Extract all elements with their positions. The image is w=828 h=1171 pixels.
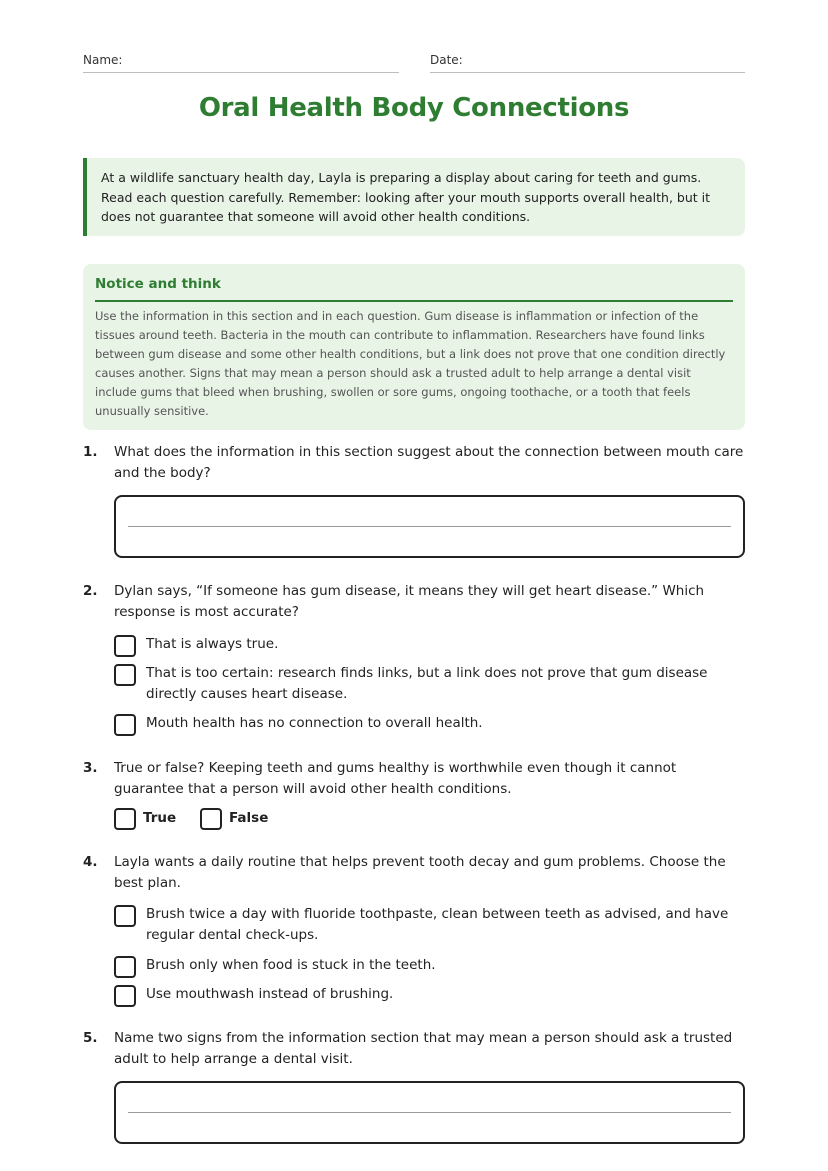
answer-box-1[interactable] — [114, 495, 745, 558]
name-field[interactable] — [83, 52, 399, 73]
question-3 — [83, 758, 745, 800]
question-1 — [83, 442, 745, 484]
page-title: Oral Health Body Connections — [198, 93, 630, 123]
date-label: Date: — [430, 53, 463, 67]
q2-option-1[interactable] — [114, 634, 745, 655]
option-label: Brush only when food is stuck in the teeth. — [146, 957, 436, 973]
q4-option-3[interactable] — [114, 984, 745, 1005]
q2-option-2[interactable] — [114, 663, 745, 705]
checkbox[interactable] — [200, 808, 222, 830]
date-field[interactable] — [430, 52, 745, 73]
question-text: True or false? Keeping teeth and gums healthy is worthwhile even though it cannot guarantee that a person will avoid other health conditions. — [114, 760, 677, 797]
answer-box-5[interactable] — [114, 1081, 745, 1144]
q3-option-true[interactable] — [114, 808, 176, 829]
student-info-row — [83, 52, 745, 74]
question-2 — [83, 581, 745, 623]
option-label: Mouth health has no connection to overall health. — [146, 715, 483, 731]
answer-line — [128, 526, 731, 527]
intro-callout: At a wildlife sanctuary health day, Layla is preparing a display about caring for teeth and gums. Read each question carefully. Remember: looking after your mouth supports overall health, but it does not guarantee that someone will avoid other health conditions. — [83, 158, 745, 236]
checkbox[interactable] — [114, 714, 136, 736]
notice-title: Notice and think — [95, 274, 733, 302]
checkbox[interactable] — [114, 808, 136, 830]
question-5 — [83, 1028, 745, 1070]
question-4 — [83, 852, 745, 894]
checkbox[interactable] — [114, 985, 136, 1007]
q4-option-2[interactable] — [114, 955, 745, 976]
q3-option-false[interactable] — [200, 808, 268, 829]
question-number: 1. — [83, 444, 98, 460]
checkbox[interactable] — [114, 635, 136, 657]
name-label: Name: — [83, 53, 123, 67]
question-number: 2. — [83, 583, 98, 599]
option-label: That is too certain: research finds links, but a link does not prove that gum disease directly causes heart disease. — [146, 665, 708, 702]
question-number: 4. — [83, 854, 98, 870]
notice-body: Use the information in this section and in each question. Gum disease is inflammation or infection of the tissues around teeth. Bacteria in the mouth can contribute to inflammation. Researchers have found links between gum disease and some other health conditions, but a link does not prove that one condition directly causes another. Signs that may mean a person should ask a trusted adult to help arrange a dental visit include gums that bleed when brushing, swollen or sore gums, ongoing toothache, or a tooth that feels unusually sensitive. — [95, 309, 726, 418]
option-label: False — [229, 810, 269, 826]
question-text: Layla wants a daily routine that helps prevent tooth decay and gum problems. Choose the best plan. — [114, 854, 726, 891]
notice-panel — [83, 264, 745, 430]
checkbox[interactable] — [114, 905, 136, 927]
option-label: Use mouthwash instead of brushing. — [146, 986, 394, 1002]
q2-option-3[interactable] — [114, 713, 745, 734]
option-label: Brush twice a day with fluoride toothpaste, clean between teeth as advised, and have regular dental check-ups. — [146, 906, 729, 943]
question-text: What does the information in this section suggest about the connection between mouth care and the body? — [114, 444, 744, 481]
question-number: 3. — [83, 760, 98, 776]
option-label: That is always true. — [146, 636, 279, 652]
option-label: True — [143, 810, 177, 826]
answer-line — [128, 1112, 731, 1113]
question-text: Dylan says, “If someone has gum disease, it means they will get heart disease.” Which response is most accurate? — [114, 583, 705, 620]
question-text: Name two signs from the information section that may mean a person should ask a trusted adult to help arrange a dental visit. — [114, 1030, 733, 1067]
question-number: 5. — [83, 1030, 98, 1046]
checkbox[interactable] — [114, 664, 136, 686]
q4-option-1[interactable] — [114, 904, 745, 946]
checkbox[interactable] — [114, 956, 136, 978]
